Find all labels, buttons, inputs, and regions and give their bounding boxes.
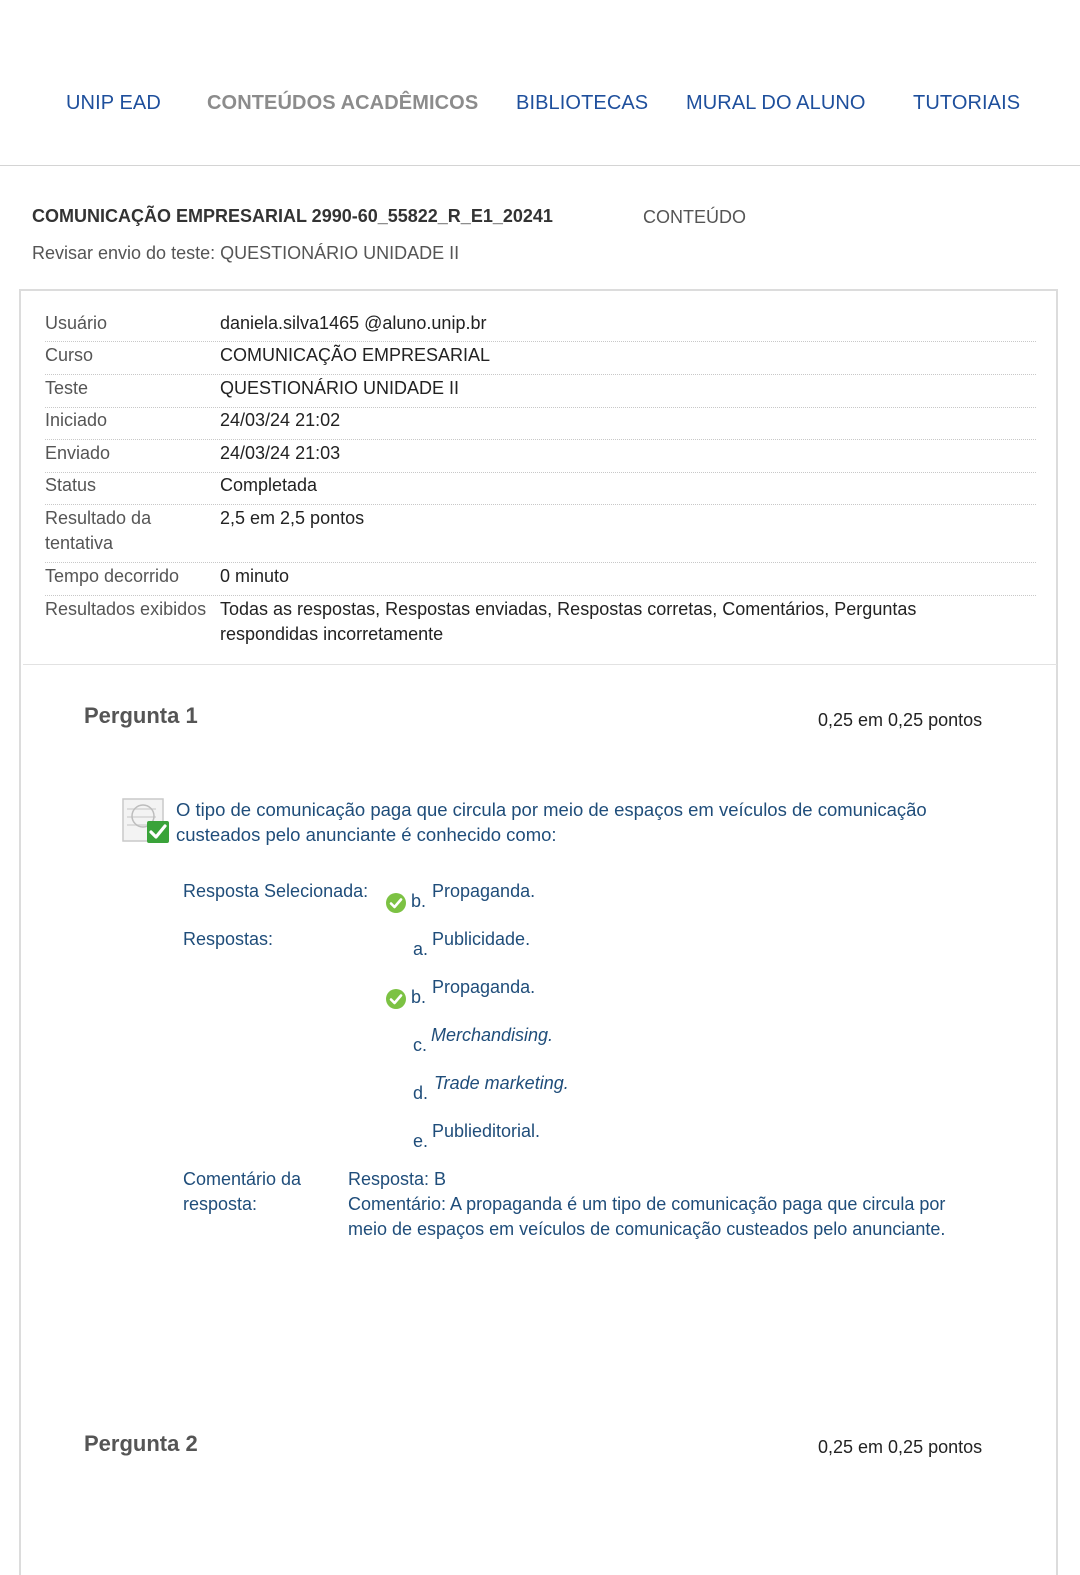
info-label: Curso	[45, 345, 94, 365]
info-value: Todas as respostas, Respostas enviadas, Respostas corretas, Comentários, Perguntas respondidas incorretamente	[220, 599, 917, 644]
info-row-usuario	[45, 311, 1036, 342]
answer-letter: b.	[411, 987, 427, 1007]
nav-mural-do-aluno[interactable]: MURAL DO ALUNO	[686, 92, 866, 114]
correct-check-icon	[385, 988, 407, 1010]
answer-letter: a.	[413, 939, 429, 959]
info-row-enviado	[45, 441, 1036, 473]
breadcrumb-course[interactable]: COMUNICAÇÃO EMPRESARIAL 2990-60_55822_R_E1_20241	[32, 206, 553, 226]
correct-question-icon	[122, 795, 172, 845]
answer-letter: d.	[413, 1083, 429, 1103]
test-review-container	[19, 289, 1058, 1575]
info-value: Completada	[220, 475, 318, 495]
selected-answer-letter: b.	[411, 891, 427, 911]
attempt-info-table	[23, 293, 1057, 665]
question-1-points: 0,25 em 0,25 pontos	[818, 710, 983, 730]
comment-answer-line: Resposta: B	[348, 1169, 447, 1189]
answer-comment	[348, 1167, 968, 1242]
info-row-curso	[45, 343, 1036, 375]
info-label: Enviado	[45, 443, 111, 463]
nav-conteudos-academicos[interactable]: CONTEÚDOS ACADÊMICOS	[207, 92, 479, 114]
answer-option-b: Propaganda.	[432, 977, 536, 997]
info-value: QUESTIONÁRIO UNIDADE II	[220, 378, 460, 398]
breadcrumb-content[interactable]: CONTEÚDO	[643, 207, 746, 227]
question-2-points: 0,25 em 0,25 pontos	[818, 1437, 983, 1457]
nav-bibliotecas[interactable]: BIBLIOTECAS	[516, 92, 649, 114]
selected-answer-label: Resposta Selecionada:	[183, 881, 369, 901]
top-navigation	[0, 0, 1080, 166]
answers-label: Respostas:	[183, 929, 274, 949]
info-label: Resultado da tentativa	[45, 508, 152, 553]
question-2-title: Pergunta 2	[84, 1431, 198, 1456]
nav-tutoriais[interactable]: TUTORIAIS	[913, 92, 1021, 114]
answer-comment-label: Comentário da resposta:	[183, 1169, 302, 1214]
info-value: 0 minuto	[220, 566, 290, 586]
info-value: daniela.silva1465 @aluno.unip.br	[220, 313, 487, 333]
info-label: Usuário	[45, 313, 108, 333]
info-value: 24/03/24 21:03	[220, 443, 341, 463]
question-1-title: Pergunta 1	[84, 703, 198, 728]
page-title: Revisar envio do teste: QUESTIONÁRIO UNIDADE II	[32, 243, 460, 263]
question-1-text: O tipo de comunicação paga que circula por meio de espaços em veículos de comunicação custeados pelo anunciante é conhecido como:	[176, 799, 927, 845]
correct-check-icon	[385, 892, 407, 914]
info-row-resultado	[45, 506, 1036, 563]
answer-option-c: Merchandising.	[431, 1025, 554, 1045]
info-label: Status	[45, 475, 97, 495]
answer-option-d: Trade marketing.	[434, 1073, 569, 1093]
info-label: Tempo decorrido	[45, 566, 180, 586]
info-label: Resultados exibidos	[45, 599, 207, 619]
info-value: COMUNICAÇÃO EMPRESARIAL	[220, 345, 491, 365]
info-row-tempo	[45, 564, 1036, 596]
info-row-teste	[45, 376, 1036, 408]
info-row-status	[45, 473, 1036, 505]
comment-explanation: Comentário: A propaganda é um tipo de comunicação paga que circula por meio de espaços em veículos de comunicação custeados pelo anunciante.	[348, 1194, 946, 1239]
answer-letter: e.	[413, 1131, 429, 1151]
info-value: 2,5 em 2,5 pontos	[220, 508, 365, 528]
info-row-resultados-exibidos	[45, 597, 1036, 657]
info-label: Teste	[45, 378, 89, 398]
answer-option-a: Publicidade.	[432, 929, 531, 949]
info-value: 24/03/24 21:02	[220, 410, 341, 430]
selected-answer-text: Propaganda.	[432, 881, 536, 901]
answer-letter: c.	[413, 1035, 428, 1055]
info-row-iniciado	[45, 408, 1036, 440]
info-label: Iniciado	[45, 410, 108, 430]
nav-unip-ead[interactable]: UNIP EAD	[66, 92, 161, 114]
answer-option-e: Publieditorial.	[432, 1121, 541, 1141]
